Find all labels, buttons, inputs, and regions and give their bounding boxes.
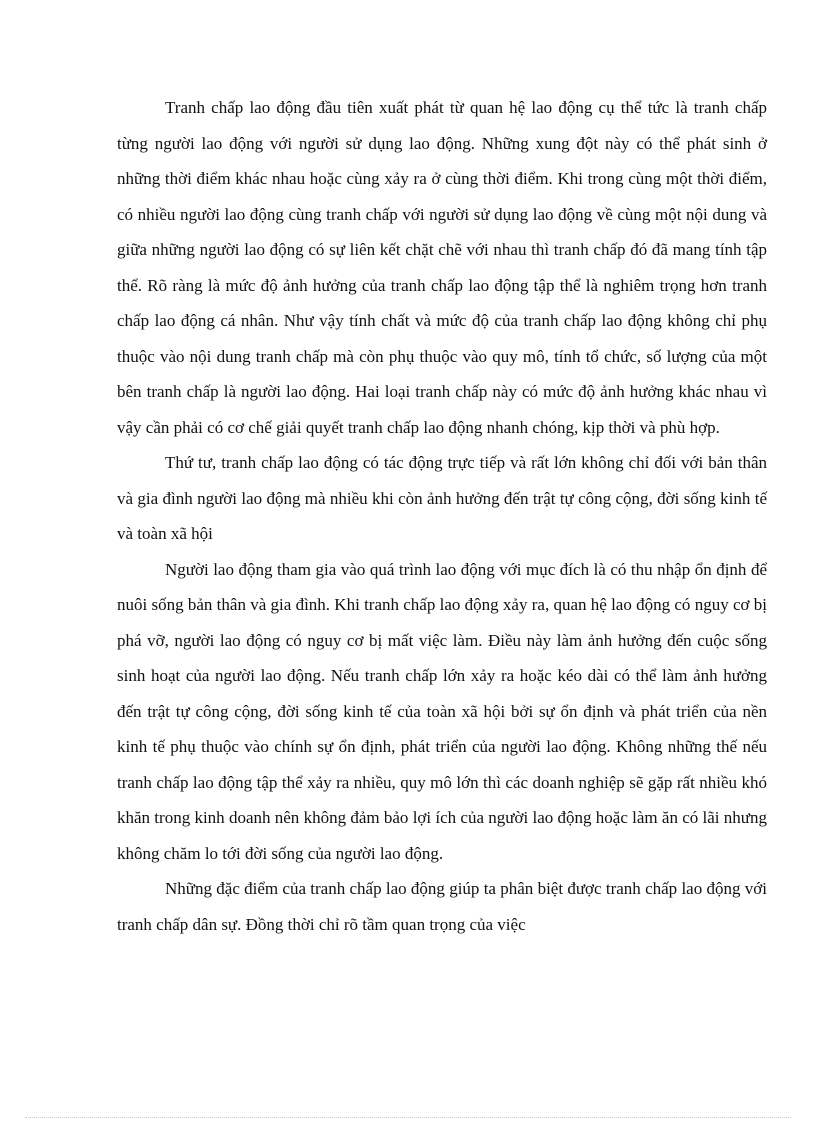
document-body	[117, 90, 767, 942]
paragraph-4: Những đặc điểm của tranh chấp lao động giúp ta phân biệt được tranh chấp lao động với tranh chấp dân sự. Đồng thời chỉ rõ tầm quan trọng của việc	[117, 879, 767, 934]
paragraph-3: Người lao động tham gia vào quá trình lao động với mục đích là có thu nhập ổn định để nuôi sống bản thân và gia đình. Khi tranh chấp lao động xảy ra, quan hệ lao động có nguy cơ bị phá vỡ, người lao động có nguy cơ bị mất việc làm. Điều này làm ảnh hưởng đến cuộc sống sinh hoạt của người lao động. Nếu tranh chấp lớn xảy ra hoặc kéo dài có thể làm ảnh hưởng đến trật tự công cộng, đời sống kinh tế của toàn xã hội bởi sự ổn định và phát triển của nền kinh tế phụ thuộc vào chính sự ổn định, phát triển của người lao động. Không những thế nếu tranh chấp lao động tập thể xảy ra nhiều, quy mô lớn thì các doanh nghiệp sẽ gặp rất nhiều khó khăn trong kinh doanh nên không đảm bảo lợi ích của người lao động hoặc làm ăn có lãi nhưng không chăm lo tới đời sống của người lao động.	[117, 559, 767, 863]
page-bottom-divider	[25, 1117, 791, 1118]
paragraph-1: Tranh chấp lao động đầu tiên xuất phát từ quan hệ lao động cụ thể tức là tranh chấp từng người lao động với người sử dụng lao động. Những xung đột này có thể phát sinh ở những thời điểm khác nhau hoặc cùng xảy ra ở cùng thời điểm. Khi trong cùng một thời điểm, có nhiều người lao động cùng tranh chấp với người sử dụng lao động về cùng một nội dung và giữa những người lao động có sự liên kết chặt chẽ với nhau thì tranh chấp đó đã mang tính tập thể. Rõ ràng là mức độ ảnh hưởng của tranh chấp lao động tập thể là nghiêm trọng hơn tranh chấp lao động cá nhân. Như vậy tính chất và mức độ của tranh chấp lao động không chỉ phụ thuộc vào nội dung tranh chấp mà còn phụ thuộc vào quy mô, tính tổ chức, số lượng của một bên tranh chấp là người lao động. Hai loại tranh chấp này có mức độ ảnh hưởng khác nhau vì vậy cần phải có cơ chế giải quyết tranh chấp lao động nhanh chóng, kịp thời và phù hợp.	[117, 98, 767, 437]
paragraph-2: Thứ tư, tranh chấp lao động có tác động trực tiếp và rất lớn không chỉ đối với bản thân và gia đình người lao động mà nhiều khi còn ảnh hưởng đến trật tự công cộng, đời sống kinh tế và toàn xã hội	[117, 453, 767, 543]
